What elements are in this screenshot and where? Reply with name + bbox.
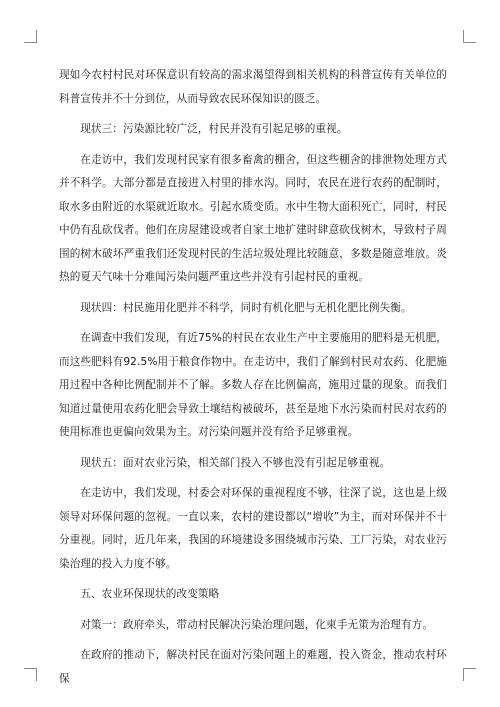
- paragraph-intro-continuation: 现如今农村村民对环保意识有较高的需求渴望得到相关机构的科普宣传有关单位的科普宣传并不十分到位，从而导致农民环保知识的匮乏。: [59, 69, 447, 105]
- heading-status-three: 现状三：污染源比较广泛，村民并没有引起足够的重视。: [80, 123, 348, 135]
- heading-strategy-one: 对策一：政府牵头，带动村民解决污染治理问题，化柬手无策为治理有方。: [80, 618, 434, 631]
- document-body: [59, 64, 447, 691]
- paragraph-status-three: 在走访中，我们发现村民家有很多畜禽的棚舍，但这些棚舍的排泄物处理方式并不科学。大部分都是直接进入村里的排水沟。同时，农民在进行农药的配制时，取水多由附近的水渠就近取水。引起水质变质。水中生物大面积死亡，同时，村民中仍有乱砍伐者。他们在房屋建设或者自家土地扩建时肆意砍伐树木，导致村子周围的树木破坏严重我们还发现村民的生活垃圾处理比较随意，多数是随意堆放。炎热的夏天气味十分难闻污染问题严重这些并没有引起村民的重视。: [59, 153, 447, 283]
- heading-status-five: 现状五：面对农业污染，相关部门投入不够也没有引起足够重视。: [80, 456, 391, 469]
- crop-mark-bottom-right: [463, 668, 476, 681]
- crop-mark-top-left: [24, 30, 37, 43]
- paragraph-strategy-one: 在政府的推动下，解决村民在面对污染问题上的难题，投入资金，推动农村环保: [59, 649, 447, 685]
- heading-status-four: 现状四：村民施用化肥并不科学，同时有机化肥与无机化肥比例失衡。: [80, 301, 412, 314]
- paragraph-status-four: 在调查中我们发现，有近75%的村民在农业生产中主要施用的肥料是无机肥，而这些肥料有92.5%用于粮食作物中。在走访中，我们了解到村民对农药、化肥施用过程中各种比例配制并不了解。多数人存在比例偏高，施用过量的现象。而我们知道过量使用农药化肥会导致土壤结构被破坏，甚至是地下水污染而村民对农药的使用标准也更偏向效果为主。对污染问题并没有给予足够重视。: [59, 332, 447, 438]
- section-heading-strategies: 五、农业环保现状的改变策略: [80, 588, 220, 600]
- crop-mark-bottom-left: [24, 668, 37, 681]
- paragraph-status-five: 在走访中，我们发现，村委会对环保的重视程度不够，往深了说，这也是上级领导对环保问题的忽视。一直以来，农村的建设都以“增收”为主，而对环保并不十分重视。同时，近几年来，我国的环境建设多围绕城市污染、工厂污染，对农业污染治理的投入力度不够。: [59, 487, 447, 570]
- crop-mark-top-right: [463, 30, 476, 43]
